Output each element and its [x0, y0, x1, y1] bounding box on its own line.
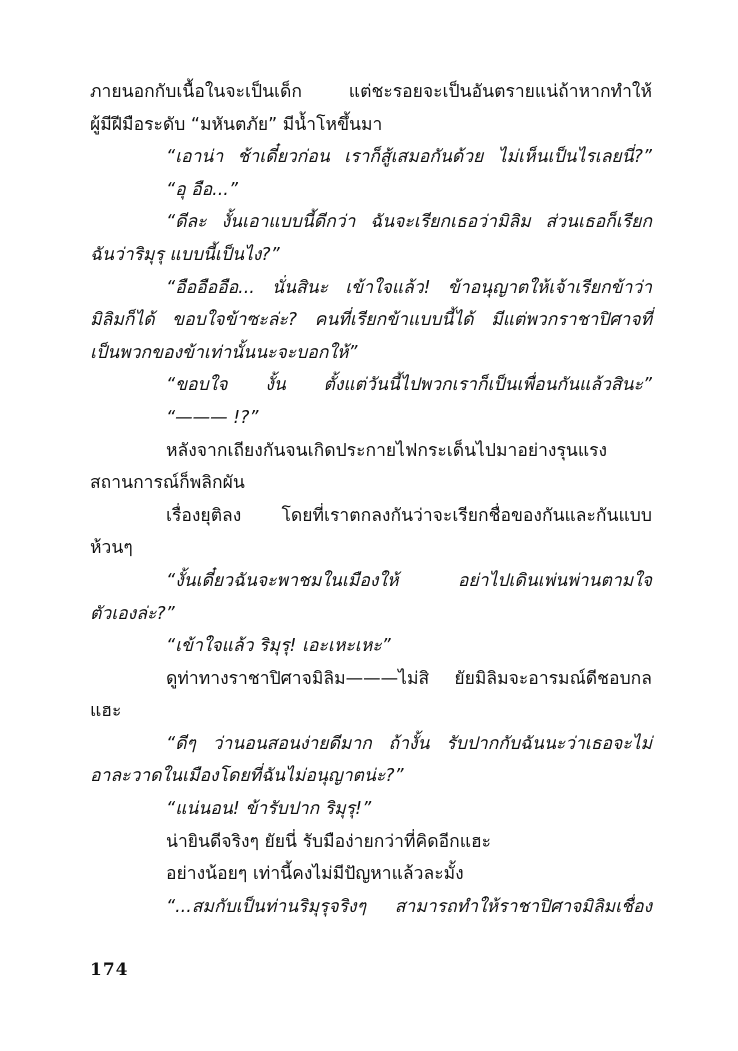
- dialogue-line: ฉันว่าริมุรุ แบบนี้เป็นไง?”: [90, 244, 280, 265]
- text-line: ภายนอกกับเนื้อในจะเป็นเด็ก แต่ชะรอยจะเป็นอันตรายแน่ถ้าหากทำให้: [90, 82, 652, 102]
- text-line: ผู้มีฝีมือระดับ “มหันตภัย” มีน้ำโหขึ้นมา: [90, 114, 383, 135]
- text-line: อย่างน้อยๆ เท่านี้คงไม่มีปัญหาแล้วละมั้ง: [166, 864, 464, 885]
- dialogue-line: “ดีๆ ว่านอนสอนง่ายดีมาก ถ้างั้น รับปากกับฉันนะว่าเธอจะไม่: [166, 733, 652, 754]
- dialogue-line: “...สมกับเป็นท่านริมุรุจริงๆ สามารถทำให้ราชาปิศาจมิลิมเชื่อง: [166, 896, 652, 917]
- body-text: [90, 76, 652, 923]
- dialogue-line: “——— !?”: [166, 407, 259, 428]
- text-line: สถานการณ์ก็พลิกผัน: [90, 473, 245, 494]
- dialogue-line: “งั้นเดี๋ยวฉันจะพาชมในเมืองให้ อย่าไปเดินเพ่นพ่านตามใจ: [166, 570, 652, 591]
- dialogue-line: อาละวาดในเมืองโดยที่ฉันไม่อนุญาตน่ะ?”: [90, 766, 404, 787]
- text-line: หลังจากเถียงกันจนเกิดประกายไฟกระเด็นไปมาอย่างรุนแรง: [166, 440, 608, 461]
- text-line: แฮะ: [90, 701, 122, 722]
- page-number: 174: [90, 960, 129, 980]
- dialogue-line: เป็นพวกของข้าเท่านั้นนะจะบอกให้”: [90, 342, 358, 363]
- text-line: เรื่องยุติลง โดยที่เราตกลงกันว่าจะเรียกชื่อของกันและกันแบบ: [166, 505, 652, 526]
- dialogue-line: “แน่นอน! ข้ารับปาก ริมุรุ!”: [166, 799, 372, 820]
- dialogue-line: “เอาน่า ช้าเดี๋ยวก่อน เราก็สู้เสมอกันด้วย ไม่เห็นเป็นไรเลยนี่?”: [166, 147, 652, 168]
- dialogue-line: “อุ อือ...”: [166, 179, 238, 200]
- dialogue-line: “เข้าใจแล้ว ริมุรุ! เอะเหะเหะ”: [166, 636, 391, 657]
- dialogue-line: “ดีละ งั้นเอาแบบนี้ดีกว่า ฉันจะเรียกเธอว่ามิลิม ส่วนเธอก็เรียก: [166, 212, 652, 233]
- dialogue-line: มิลิมก็ได้ ขอบใจข้าซะล่ะ? คนที่เรียกข้าแบบนี้ได้ มีแต่พวกราชาปิศาจที่: [90, 310, 652, 331]
- dialogue-line: ตัวเองล่ะ?”: [90, 603, 175, 624]
- dialogue-line: “อืออืออือ... นั่นสินะ เข้าใจแล้ว! ข้าอนุญาตให้เจ้าเรียกข้าว่า: [166, 277, 652, 298]
- text-line: น่ายินดีจริงๆ ยัยนี่ รับมือง่ายกว่าที่คิดอีกแฮะ: [166, 831, 492, 852]
- text-line: ดูท่าทางราชาปิศาจมิลิม———ไม่สิ ยัยมิลิมจะอารมณ์ดีชอบกล: [166, 668, 652, 689]
- dialogue-line: “ขอบใจ งั้น ตั้งแต่วันนี้ไปพวกเราก็เป็นเพื่อนกันแล้วสินะ”: [166, 375, 652, 396]
- text-line: ห้วนๆ: [90, 538, 133, 559]
